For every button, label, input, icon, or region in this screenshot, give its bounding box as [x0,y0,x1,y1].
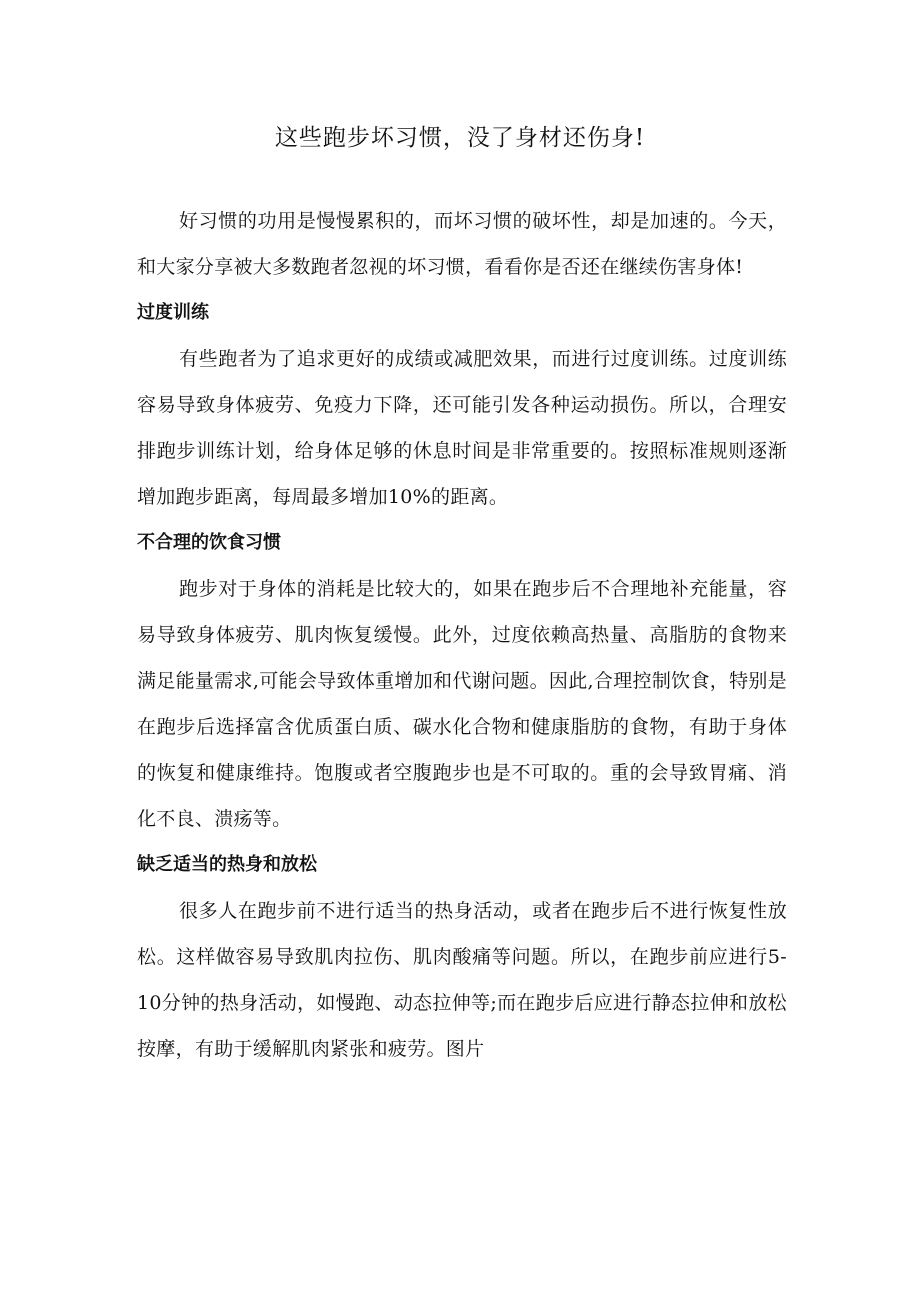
section-body-diet: 跑步对于身体的消耗是比较大的，如果在跑步后不合理地补充能量，容易导致身体疲劳、肌肉恢复缓慢。此外，过度依赖高热量、高脂肪的食物来满足能量需求,可能会导致体重增加和代谢问题。因此,合理控制饮食，特别是在跑步后选择富含优质蛋白质、碳水化合物和健康脂肪的食物，有助于身体的恢复和健康维持。饱腹或者空腹跑步也是不可取的。重的会导致胃痛、消化不良、溃疡等。 [137,578,787,830]
section-heading-diet: 不合理的饮食习惯 [137,532,281,553]
intro-paragraph: 好习惯的功用是慢慢累积的，而坏习惯的破坏性，却是加速的。今天，和大家分享被大多数跑者忽视的坏习惯，看看你是否还在继续伤害身体! [137,210,787,278]
document-body [137,198,787,1072]
section-body-overtraining: 有些跑者为了追求更好的成绩或减肥效果，而进行过度训练。过度训练容易导致身体疲劳、免疫力下降，还可能引发各种运动损伤。所以，合理安排跑步训练计划，给身体足够的休息时间是非常重要的。按照标准规则逐渐增加跑步距离，每周最多增加10%的距离。 [137,348,787,508]
document-title: 这些跑步坏习惯，没了身材还伤身! [274,125,646,151]
section-heading-warmup: 缺乏适当的热身和放松 [137,854,317,875]
section-heading-overtraining: 过度训练 [137,302,209,323]
section-body-warmup: 很多人在跑步前不进行适当的热身活动，或者在跑步后不进行恢复性放松。这样做容易导致肌肉拉伤、肌肉酸痛等问题。所以，在跑步前应进行5-10分钟的热身活动，如慢跑、动态拉伸等;而在跑步后应进行静态拉伸和放松按摩，有助于缓解肌肉紧张和疲劳。图片 [137,900,787,1060]
